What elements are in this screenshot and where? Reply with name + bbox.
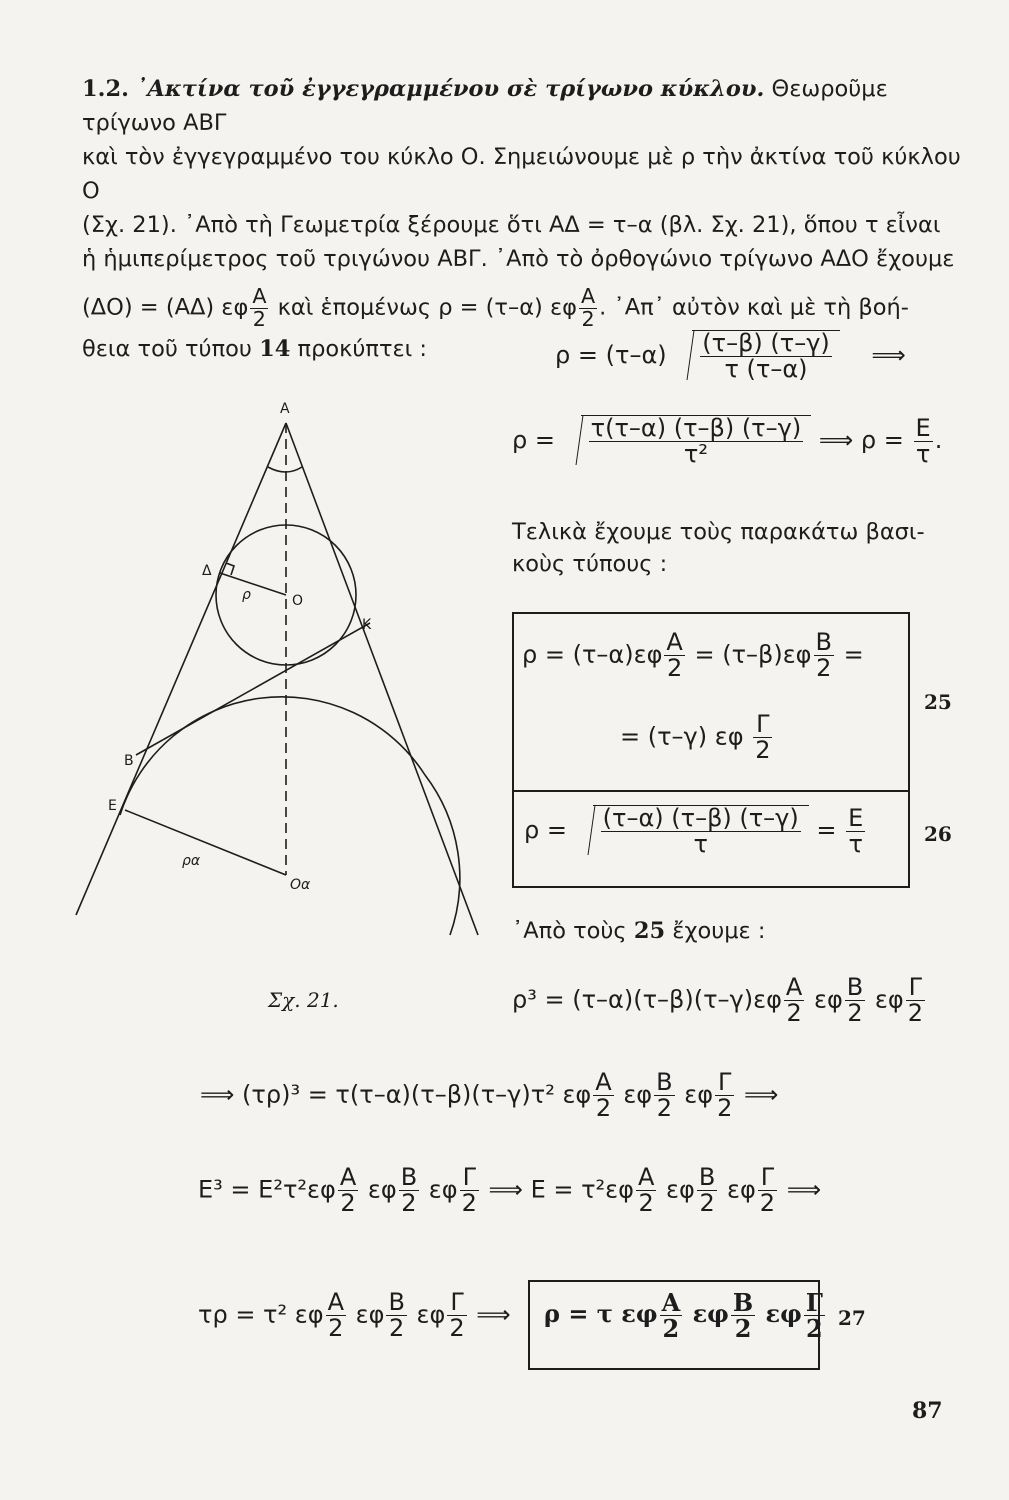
triangle-side-BK (136, 623, 370, 755)
page-number: 87 (912, 1398, 943, 1424)
label-A: A (280, 401, 290, 417)
equation-E-cubed: E³ = E²τ²εφ $\frac{A}{2}$ εφ $\frac{B}{2}$ εφ $\frac{\Gamma}{2}$ ⟹ E = τ²εφ $\frac{A}{2}$ εφ $\frac{B}{2}$ εφ $\frac{\Gamma}{2}$ ⟹ (198, 1163, 822, 1218)
label-K: K (362, 617, 372, 633)
section-title: ᾿Ακτίνα τοῦ ἐγγεγραμμένου σὲ τρίγωνο κύκλου. (136, 76, 765, 102)
radius-rho (220, 573, 286, 595)
equation-tau-rho-cubed: ⟹ (τρ)³ = τ(τ–α)(τ–β)(τ–γ)τ² εφ $\frac{A}{2}$ εφ $\frac{B}{2}$ εφ $\frac{\Gamma}{2}$ ⟹ (200, 1068, 779, 1123)
triangle-side-right (286, 423, 478, 935)
figure-21-triangle (70, 395, 480, 955)
formula-25-row-2: = (τ–γ) εφ $\frac{\Gamma}{2}$ (620, 710, 771, 765)
formula-25-row-1: ρ = (τ–α)εφ $\frac{A}{2}$ = (τ–β)εφ $\frac{B}{2}$ = (522, 628, 864, 683)
formula-number-25: 25 (924, 690, 952, 714)
label-rho-a: ρα (182, 853, 201, 869)
label-rho: ρ (242, 587, 251, 603)
label-E: E (108, 798, 117, 814)
formula-number-26: 26 (924, 822, 952, 846)
equation-rho-cubed: ρ³ = (τ–α)(τ–β)(τ–γ)εφ $\frac{A}{2}$ εφ $\frac{B}{2}$ εφ $\frac{\Gamma}{2}$ (512, 973, 923, 1028)
fraction-A-2: $\frac{A}{2}$ (252, 284, 267, 331)
box-divider (512, 790, 910, 792)
intro-line-2: καὶ τὸν ἐγγεγραμμένο του κύκλο Ο. Σημειώνουμε μὲ ρ τὴν ἀκτίνα τοῦ κύκλου Ο (82, 144, 961, 204)
right-angle-mark (226, 563, 234, 575)
formula-ref-14: 14 (259, 336, 291, 363)
intro-line-4: ἡ ἡμιπερίμετρος τοῦ τριγώνου ΑΒΓ. ᾿Απὸ τὸ ὀρθογώνιο τρίγωνο ΑΔΟ ἔχουμε (82, 246, 955, 272)
angle-arc (268, 467, 302, 472)
label-O: O (292, 593, 304, 609)
fraction-A-2: $\frac{A}{2}$ (580, 284, 596, 331)
equation-rho-sqrt-1: ρ = (τ–α) $\frac{(\tau-\beta) (\tau-\gamma)}{\tau (\tau-\alpha)}$ ⟹ (555, 329, 906, 384)
formula-26: ρ = $\frac{(\tau-\alpha) (\tau-\beta) (\tau-\gamma)}{\tau}$ = $\frac{E}{\tau}$ (524, 803, 864, 859)
from-25-text: ᾿Απὸ τοὺς 25 ἔχουμε : (512, 918, 766, 944)
equation-tau-rho: τρ = τ² εφ $\frac{A}{2}$ εφ $\frac{B}{2}$ εφ $\frac{\Gamma}{2}$ ⟹ (198, 1288, 511, 1343)
formula-27: ρ = τ εφ $\frac{A}{2}$ εφ $\frac{B}{2}$ εφ $\frac{\Gamma}{2}$ (544, 1288, 823, 1344)
intro-line-1: 1.2. ᾿Ακτίνα τοῦ ἐγγεγραμμένου σὲ τρίγωνο κύκλου. Θεωροῦμε τρίγωνο ΑΒΓ (82, 76, 888, 136)
equation-rho-sqrt-2: ρ = $\frac{\tau(\tau-\alpha) (\tau-\beta) (\tau-\gamma)}{\text{τ²}}$ ⟹ ρ = $\frac{E}{\tau}$ . (512, 413, 943, 469)
final-formulas-text: Τελικὰ ἔχουμε τοὺς παρακάτω βασι- κοὺς τύπους : (512, 519, 925, 577)
radius-rho-a (125, 810, 286, 875)
label-D: Δ (202, 563, 212, 579)
label-B: B (124, 753, 134, 769)
sqrt-sign: $\frac{(\tau-\beta) (\tau-\gamma)}{\tau (\tau-\alpha)}$ (674, 330, 840, 382)
formula-number-27: 27 (838, 1306, 866, 1330)
intro-line-3: (Σχ. 21). ᾿Απὸ τὴ Γεωμετρία ξέρουμε ὅτι ΑΔ = τ–α (βλ. Σχ. 21), ὅπου τ εἶναι (82, 212, 941, 238)
intro-line-6: θεια τοῦ τύπου 14 προκύπτει : (82, 336, 428, 363)
intro-paragraph (82, 72, 962, 366)
sqrt-sign: $\frac{\tau(\tau-\alpha) (\tau-\beta) (\tau-\gamma)}{\text{τ²}}$ (563, 415, 812, 467)
section-number: 1.2. (82, 76, 129, 102)
triangle-side-left (76, 423, 286, 915)
figure-caption: Σχ. 21. (268, 988, 339, 1012)
intro-line-5: (ΔΟ) = (ΑΔ) εφ $\frac{A}{2}$ καὶ ἑπομένως ρ = (τ–α) εφ $\frac{A}{2}$ . ᾿Απ᾿ αὐτὸν καὶ μὲ τὴ βοή- (82, 284, 909, 331)
excircle-arc (120, 697, 460, 935)
label-O-a: Oα (290, 877, 311, 893)
